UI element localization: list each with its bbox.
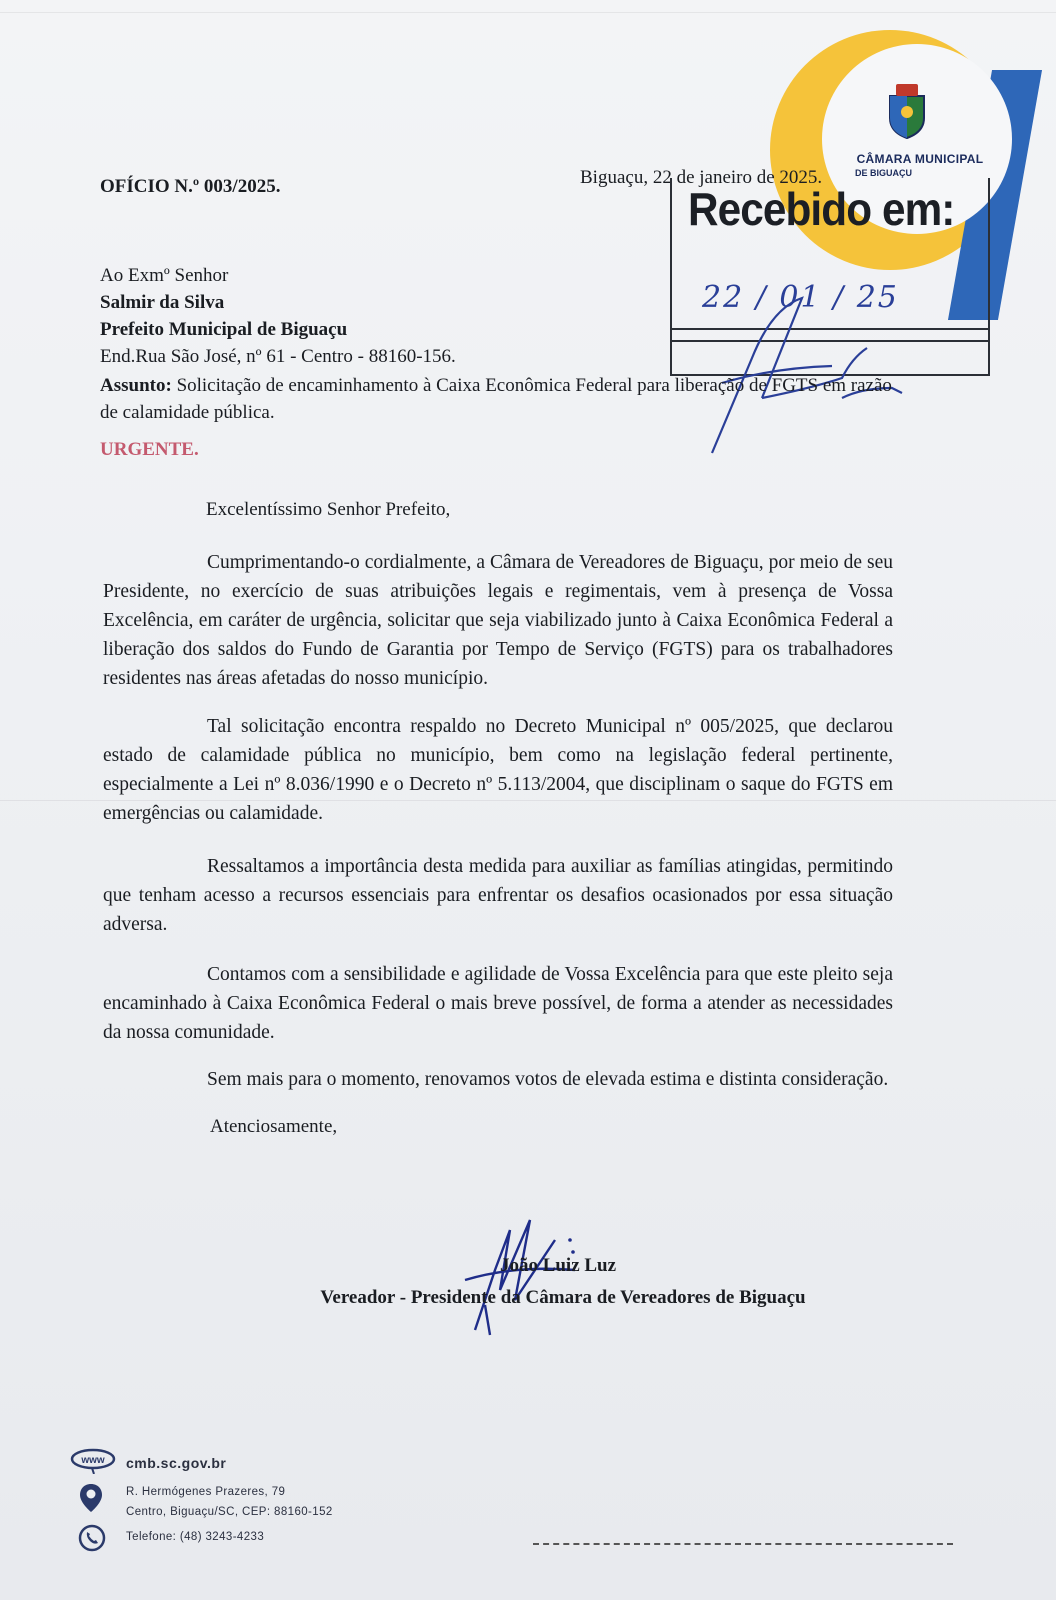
subject-label: Assunto:: [100, 375, 172, 396]
body-paragraph: [103, 1065, 893, 1094]
closing: Atenciosamente,: [210, 1116, 338, 1137]
footer-website[interactable]: cmb.sc.gov.br: [126, 1455, 227, 1471]
paragraph-text: Tal solicitação encontra respaldo no Decreto Municipal nº 005/2025, que declarou estado de calamidade pública no município, bem como na legislação federal pertinente, especialmente a Lei nº 8.036/1990 e o Decreto nº 5.113/2004, que disciplinam o saque do FGTS em emergências ou calamidade.: [103, 716, 893, 824]
subject-line: [100, 372, 900, 426]
body-paragraph: [103, 548, 893, 693]
subject-text: Solicitação de encaminhamento à Caixa Econômica Federal para liberação de FGTS em razão de calamidade pública.: [100, 375, 892, 423]
phone-icon: [78, 1524, 106, 1552]
paragraph-text: Contamos com a sensibilidade e agilidade de Vossa Excelência para que este pleito seja encaminhado à Caixa Econômica Federal o mais breve possível, de forma a atender as necessidades da nossa comunidade.: [103, 964, 893, 1043]
recipient-address: End.Rua São José, nº 61 - Centro - 88160-156.: [100, 346, 456, 367]
footer-address-line2: Centro, Biguaçu/SC, CEP: 88160-152: [126, 1506, 333, 1518]
letter-date: Biguaçu, 22 de janeiro de 2025.: [580, 167, 823, 188]
stamp-signature-scribble: [692, 238, 952, 468]
footer-address-line1: R. Hermógenes Prazeres, 79: [126, 1486, 286, 1498]
body-paragraph: [103, 712, 893, 828]
www-icon: [70, 1448, 116, 1474]
coat-of-arms-icon: [882, 82, 932, 140]
oficio-number: OFÍCIO N.º 003/2025.: [100, 176, 281, 197]
paper-crease: [0, 12, 1056, 13]
body-paragraph: [103, 960, 893, 1047]
recipient-greeting: Ao Exmº Senhor: [100, 265, 229, 286]
paragraph-text: Sem mais para o momento, renovamos votos de elevada estima e distinta consideração.: [207, 1069, 889, 1090]
svg-text:www: www: [81, 1455, 105, 1466]
logo-subtitle: DE BIGUAÇU: [855, 168, 913, 178]
footer-phone[interactable]: Telefone: (48) 3243-4233: [126, 1531, 265, 1543]
urgent-flag: URGENTE.: [100, 439, 199, 460]
stamp-title: Recebido em:: [688, 183, 955, 235]
recipient-block: [100, 262, 456, 370]
logo-title: CÂMARA MUNICIPAL: [856, 152, 984, 166]
signer-name: João Luiz Luz: [499, 1255, 617, 1276]
stamp-handwritten-date: 22 / 01 / 25: [702, 280, 899, 315]
recipient-role: Prefeito Municipal de Biguaçu: [100, 319, 348, 340]
location-pin-icon: [78, 1482, 104, 1514]
salutation: Excelentíssimo Senhor Prefeito,: [206, 499, 451, 520]
paragraph-text: Cumprimentando-o cordialmente, a Câmara de Vereadores de Biguaçu, por meio de seu Presidente, no exercício de suas atribuições legais e regimentais, vem à presença de Vossa Excelência, em caráter de urgência, solicitar que seja viabilizado junto à Caixa Econômica Federal a liberação dos saldos do Fundo de Garantia por Tempo de Serviço (FGTS) para os trabalhadores residentes nas áreas afetadas do nosso município.: [103, 552, 893, 689]
paragraph-text: Ressaltamos a importância desta medida para auxiliar as famílias atingidas, permitindo que tenham acesso a recursos essenciais para enfrentar os desafios ocasionados por essa situação adversa.: [103, 856, 893, 935]
signer-role: Vereador - Presidente da Câmara de Vereadores de Biguaçu: [320, 1287, 806, 1308]
body-paragraph: [103, 852, 893, 939]
received-stamp: [670, 178, 990, 376]
footer-address: [126, 1482, 333, 1522]
footer-dashed-line: [533, 1543, 953, 1545]
recipient-name: Salmir da Silva: [100, 292, 225, 313]
